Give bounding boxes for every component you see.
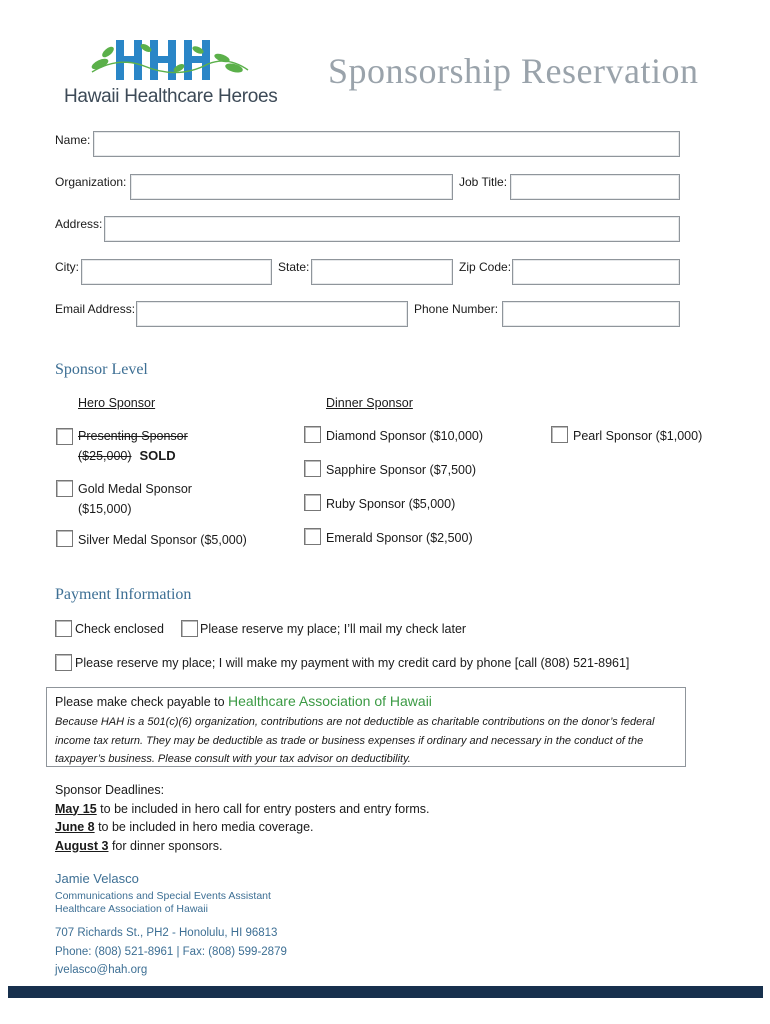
diamond-checkbox[interactable] <box>304 426 321 443</box>
organization-label: Organization: <box>55 175 127 189</box>
check-enclosed-checkbox[interactable] <box>55 620 72 637</box>
hawaii-healthcare-heroes-logo <box>58 36 278 108</box>
sapphire-checkbox[interactable] <box>304 460 321 477</box>
city-label: City: <box>55 260 79 274</box>
pearl-label: Pearl Sponsor ($1,000) <box>573 429 703 443</box>
ruby-label: Ruby Sponsor ($5,000) <box>326 497 456 511</box>
organization-field[interactable] <box>130 174 453 200</box>
job-title-label: Job Title: <box>459 175 508 189</box>
sponsor-level-heading: Sponsor Level <box>55 361 148 378</box>
deadline-text: to be included in hero media coverage. <box>94 820 314 834</box>
credit-card-label: Please reserve my place; I will make my payment with my credit card by phone [call (808) 521-8961] <box>75 656 630 670</box>
gold-medal-price: ($15,000) <box>78 502 132 516</box>
deadline-date: May 15 <box>55 801 97 816</box>
gold-medal-option <box>78 479 192 519</box>
zip-field[interactable] <box>512 259 680 285</box>
page-title: Sponsorship Reservation <box>328 51 699 91</box>
payable-prefix: Please make check payable to <box>55 695 225 709</box>
deadline-item <box>55 837 430 856</box>
payable-name: Healthcare Association of Hawaii <box>228 693 432 709</box>
email-label: Email Address: <box>55 302 136 316</box>
zip-label: Zip Code: <box>459 260 512 274</box>
address-field[interactable] <box>104 216 680 242</box>
presenting-sponsor-label: Presenting Sponsor <box>78 429 188 443</box>
contact-block <box>55 871 287 980</box>
deadline-item <box>55 818 430 837</box>
job-title-field[interactable] <box>510 174 680 200</box>
deadline-text: for dinner sponsors. <box>108 838 223 853</box>
deadline-date: June 8 <box>55 820 95 834</box>
deadline-date: August 3 <box>55 838 109 853</box>
payment-information-heading: Payment Information <box>55 586 192 603</box>
phone-label: Phone Number: <box>414 302 499 316</box>
payable-note-box <box>46 687 686 767</box>
footer-bar <box>8 986 763 998</box>
contact-phone-fax: Phone: (808) 521-8961 | Fax: (808) 599-2879 <box>55 945 287 958</box>
silver-medal-label: Silver Medal Sponsor ($5,000) <box>78 533 247 547</box>
check-enclosed-label: Check enclosed <box>75 622 164 636</box>
city-field[interactable] <box>81 259 272 285</box>
presenting-sponsor-price: ($25,000) <box>78 449 132 463</box>
ruby-checkbox[interactable] <box>304 494 321 511</box>
mail-check-checkbox[interactable] <box>181 620 198 637</box>
deadline-text: to be included in hero call for entry posters and entry forms. <box>96 801 430 816</box>
diamond-label: Diamond Sponsor ($10,000) <box>326 429 484 443</box>
sponsor-deadlines <box>55 781 430 855</box>
name-label: Name: <box>55 133 91 147</box>
contact-email[interactable]: jvelasco@hah.org <box>55 964 148 976</box>
tax-disclaimer: Because HAH is a 501(c)(6) organization, contributions are not deductible as charitable contributions on the donor’s federal income tax return. They may be deductible as trade or business expenses if ordinary and necessary in the conduct of the taxpayer’s business. Please consult with your tax advisor on deductibility. <box>55 716 655 765</box>
contact-address: 707 Richards St., PH2 - Honolulu, HI 96813 <box>55 927 278 939</box>
deadline-item <box>55 800 430 819</box>
emerald-checkbox[interactable] <box>304 528 321 545</box>
payable-line <box>55 693 432 709</box>
contact-name: Jamie Velasco <box>55 871 139 886</box>
pearl-checkbox[interactable] <box>551 426 568 443</box>
mail-check-label: Please reserve my place; I’ll mail my check later <box>200 622 467 636</box>
hero-sponsor-heading: Hero Sponsor <box>78 396 156 410</box>
contact-org: Healthcare Association of Hawaii <box>55 903 208 915</box>
gold-medal-checkbox[interactable] <box>56 480 73 497</box>
emerald-label: Emerald Sponsor ($2,500) <box>326 531 473 545</box>
phone-field[interactable] <box>502 301 680 327</box>
gold-medal-label: Gold Medal Sponsor <box>78 482 192 496</box>
sold-badge: SOLD <box>139 448 176 463</box>
credit-card-checkbox[interactable] <box>55 654 72 671</box>
state-label: State: <box>278 260 310 274</box>
logo-text: Hawaii Healthcare Heroes <box>64 86 278 107</box>
state-field[interactable] <box>311 259 453 285</box>
logo-mark-icon <box>58 36 278 86</box>
email-field[interactable] <box>136 301 408 327</box>
name-field[interactable] <box>93 131 680 157</box>
address-label: Address: <box>55 217 103 231</box>
presenting-sponsor-checkbox[interactable] <box>56 428 73 445</box>
presenting-sponsor-option <box>78 426 188 466</box>
sapphire-label: Sapphire Sponsor ($7,500) <box>326 463 477 477</box>
dinner-sponsor-heading: Dinner Sponsor <box>326 396 413 410</box>
contact-title: Communications and Special Events Assistant <box>55 890 271 902</box>
deadlines-heading: Sponsor Deadlines: <box>55 783 165 797</box>
silver-medal-checkbox[interactable] <box>56 530 73 547</box>
